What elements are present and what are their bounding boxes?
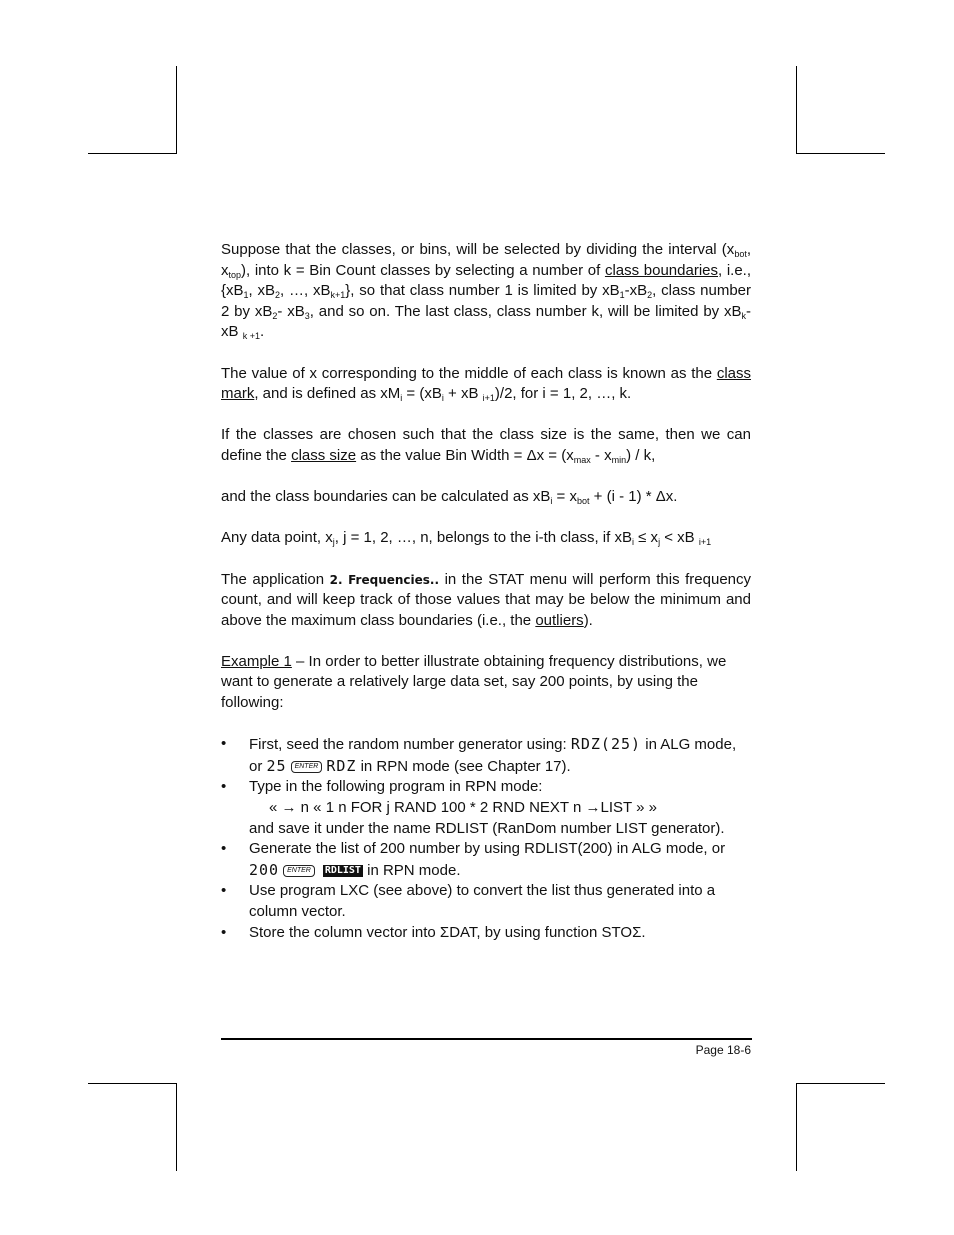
footer-rule (221, 1038, 752, 1040)
term-outliers: outliers (535, 611, 584, 629)
paragraph-class-boundaries: Suppose that the classes, or bins, will be selected by dividing the interval ($x_{bot}$, $x_{top}$), into k = Bin Count classes by selecting a number of class boundaries, i.e., {$xB_1$, $xB_2$, …, $xB_{k+1}$}, so that class number 1 is limited by $xB_1-xB_2$, class number 2 by $xB_2-$ $xB_3$, and so on. The last class, class number k, will be limited by $xB_k-$ xB $_{k +1}$. (221, 241, 752, 342)
example-heading: Example 1 (221, 652, 292, 670)
enter-key-icon: ENTER (283, 865, 315, 877)
crop-mark-bottom-right-horizontal (796, 1083, 885, 1084)
list-item-generate: • Generate the list of 200 number by using RDLIST(200) in ALG mode, or 200 ENTER RDLIST in RPN mode. (221, 840, 726, 879)
lcd-25: 25 (266, 756, 287, 775)
steps-list-continued (221, 839, 751, 943)
crop-mark-top-right-vertical (796, 66, 797, 154)
paragraph-class-size: If the classes are chosen such that the class size is the same, then we can define the class size as the value Bin Width = $\Delta x = (x_{max} - x_{min}) / k$, (221, 426, 751, 465)
paragraph-class-mark: The value of x corresponding to the middle of each class is known as the class mark, and is defined as $xM_i = (xB_i$ + xB $_{i+1}$)/2, for i = 1, 2, …, k. (221, 364, 751, 404)
list-item-store: • Store the column vector into ΣDAT, by using function STOΣ. (221, 923, 646, 941)
program-save-note: and save it under the name RDLIST (RanDom number LIST generator). (249, 819, 725, 837)
crop-mark-top-right-horizontal (796, 153, 885, 154)
crop-mark-top-left-horizontal (88, 153, 177, 154)
list-item-seed: • First, seed the random number generator using: RDZ(25) in ALG mode, or 25 ENTER RDZ in RPN mode (see Chapter 17). (221, 735, 737, 775)
lcd-rdz-command: RDZ(25) (570, 735, 642, 754)
page-number: Page 18-6 (695, 1043, 751, 1057)
crop-mark-bottom-left-horizontal (88, 1083, 177, 1084)
menu-item-frequencies: 2. Frequencies.. (329, 572, 440, 587)
term-class-mark: class mark (221, 364, 751, 403)
paragraph-example-1: Example 1 – In order to better illustrate obtaining frequency distributions, we want to generate a relatively large data set, say 200 points, by using the following: (221, 652, 727, 712)
enter-key-icon: ENTER (291, 761, 323, 773)
lcd-200: 200 (249, 860, 280, 879)
steps-list (221, 734, 751, 798)
list-item-lxc: • Use program LXC (see above) to convert the list thus generated into a column vector. (221, 882, 716, 920)
paragraph-frequencies-app: The application 2. Frequencies.. in the STAT menu will perform this frequency count, and will keep track of those values that may be below the minimum and above the maximum class boundaries (i.e., the outliers). (221, 570, 751, 629)
program-code: « → n « 1 n FOR j RAND 100 * 2 RND NEXT n →LIST » » (269, 799, 657, 817)
list-item-program: • Type in the following program in RPN mode: (221, 778, 543, 796)
term-class-size: class size (291, 446, 357, 464)
term-class-boundaries: class boundaries (604, 261, 718, 279)
crop-mark-bottom-right-vertical (796, 1083, 797, 1171)
page-body (221, 240, 751, 943)
paragraph-boundary-formula: and the class boundaries can be calculated as $xB_i = x_{bot} + (i - 1) * \Delta x$. (221, 488, 678, 507)
lcd-rdz: RDZ (326, 756, 357, 775)
paragraph-data-point: Any data point, $x_j$, j = 1, 2, …, n, belongs to the i-th class, if $xB_i \le x_j$ < xB $_{i+1}$ (221, 529, 712, 548)
crop-mark-bottom-left-vertical (176, 1083, 177, 1171)
rdlist-softkey-icon: RDLIST (324, 864, 361, 876)
crop-mark-top-left-vertical (176, 66, 177, 154)
